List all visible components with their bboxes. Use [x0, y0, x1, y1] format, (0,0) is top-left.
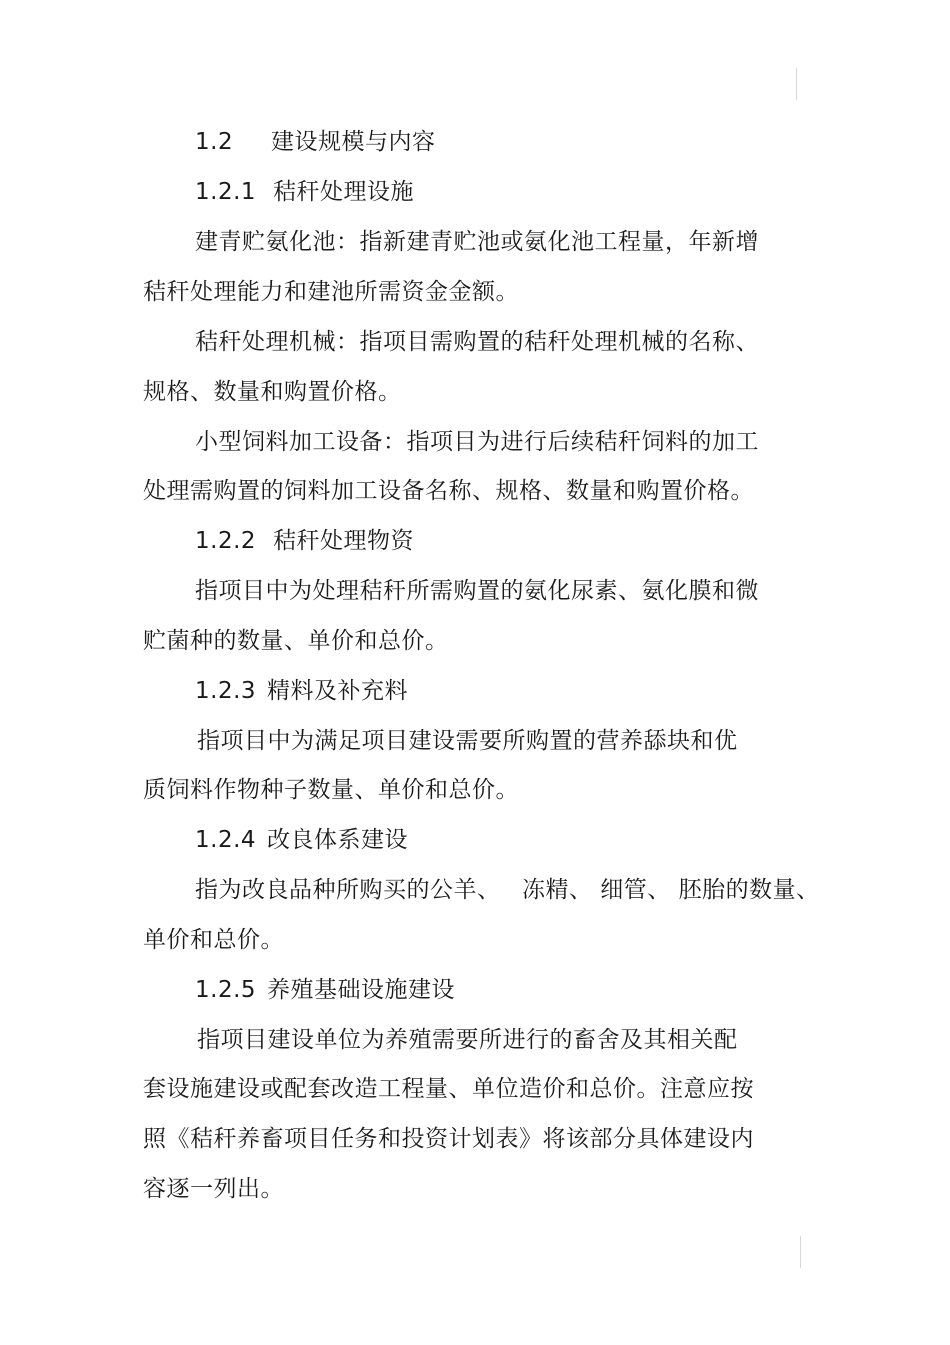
section-title: 改良体系建设: [267, 827, 408, 853]
section-heading-1-2-2: [195, 526, 414, 556]
paragraph-line: 建青贮氨化池：指新建青贮池或氨化池工程量，年新增: [195, 229, 759, 255]
paragraph-line: 贮菌种的数量、单价和总价。: [143, 628, 449, 654]
section-title: 秸秆处理设施: [273, 179, 414, 205]
section-number: 1.2.2: [195, 528, 257, 554]
paragraph-line: 冻精、 细管、 胚胎的数量、: [522, 877, 820, 903]
paragraph-line: 指为改良品种所购买的公羊、: [195, 877, 501, 903]
paragraph-line: 秸秆处理机械：指项目需购置的秸秆处理机械的名称、: [195, 329, 759, 355]
paragraph-line: 容逐一列出。: [143, 1176, 284, 1202]
paragraph-line: 秸秆处理能力和建池所需资金金额。: [143, 279, 519, 305]
section-title: 秸秆处理物资: [273, 528, 414, 554]
section-number: 1.2.3: [195, 678, 257, 704]
paragraph-line: 规格、数量和购置价格。: [143, 379, 402, 405]
paragraph-line: 指项目建设单位为养殖需要所进行的畜舍及其相关配: [197, 1027, 738, 1053]
section-number: 1.2.5: [195, 977, 257, 1003]
section-heading-1-2-5: [195, 975, 455, 1005]
paragraph-line: 指项目中为处理秸秆所需购置的氨化尿素、氨化膜和微: [195, 578, 759, 604]
paragraph-line: 小型饲料加工设备：指项目为进行后续秸秆饲料的加工: [195, 429, 759, 455]
section-number: 1.2.1: [195, 179, 257, 205]
section-heading-1-2-3: [195, 676, 408, 706]
paragraph-line: 照《秸秆养畜项目任务和投资计划表》将该部分具体建设内: [143, 1126, 754, 1152]
page-edge-mark-bottom: [800, 1236, 801, 1268]
paragraph-line: 指项目中为满足项目建设需要所购置的营养舔块和优: [197, 728, 738, 754]
section-heading-1-2-4: [195, 825, 408, 855]
paragraph-line: 质饲料作物种子数量、单价和总价。: [143, 777, 519, 803]
section-heading-1-2: [195, 127, 436, 157]
paragraph-line: 单价和总价。: [143, 927, 284, 953]
section-title: 建设规模与内容: [271, 129, 436, 155]
section-title: 养殖基础设施建设: [267, 977, 455, 1003]
paragraph-line: 处理需购置的饲料加工设备名称、规格、数量和购置价格。: [143, 478, 754, 504]
section-heading-1-2-1: [195, 177, 414, 207]
page-edge-mark-top: [796, 68, 797, 100]
section-number: 1.2.4: [195, 827, 257, 853]
section-title: 精料及补充料: [267, 678, 408, 704]
section-number: 1.2: [195, 129, 234, 155]
paragraph-line: 套设施建设或配套改造工程量、单位造价和总价。注意应按: [143, 1076, 754, 1102]
